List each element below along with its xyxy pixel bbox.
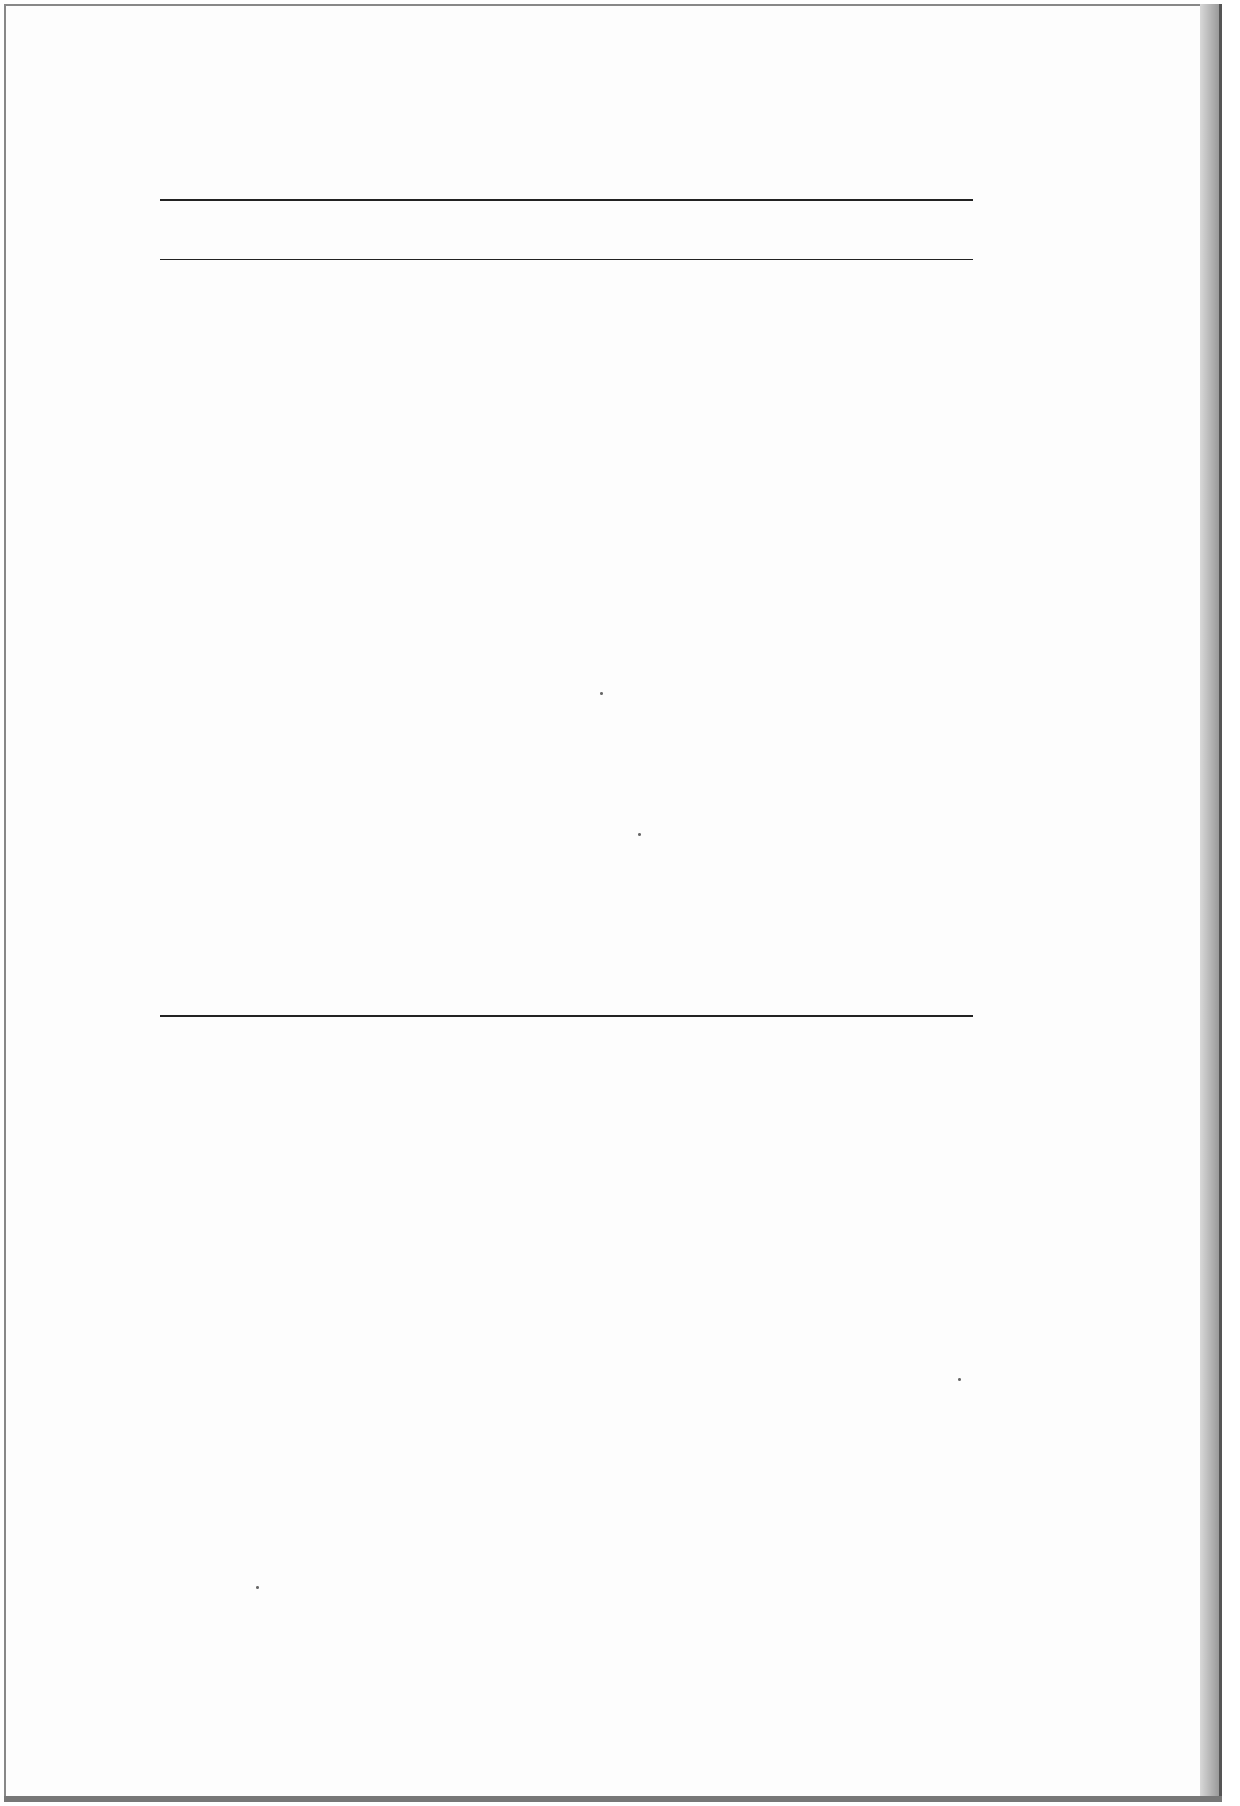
table-header-rule — [160, 259, 973, 260]
scan-speck — [638, 833, 641, 836]
table-bottom-rule — [160, 1015, 973, 1017]
page-footer — [350, 1619, 368, 1649]
scan-speck — [600, 692, 603, 695]
scan-speck — [256, 1586, 259, 1589]
scan-speck — [958, 1378, 961, 1381]
page-edge-shadow — [1200, 4, 1222, 1798]
book-page — [4, 4, 1200, 1798]
table-top-rule — [160, 199, 973, 201]
page-bottom-edge — [4, 1796, 1222, 1802]
